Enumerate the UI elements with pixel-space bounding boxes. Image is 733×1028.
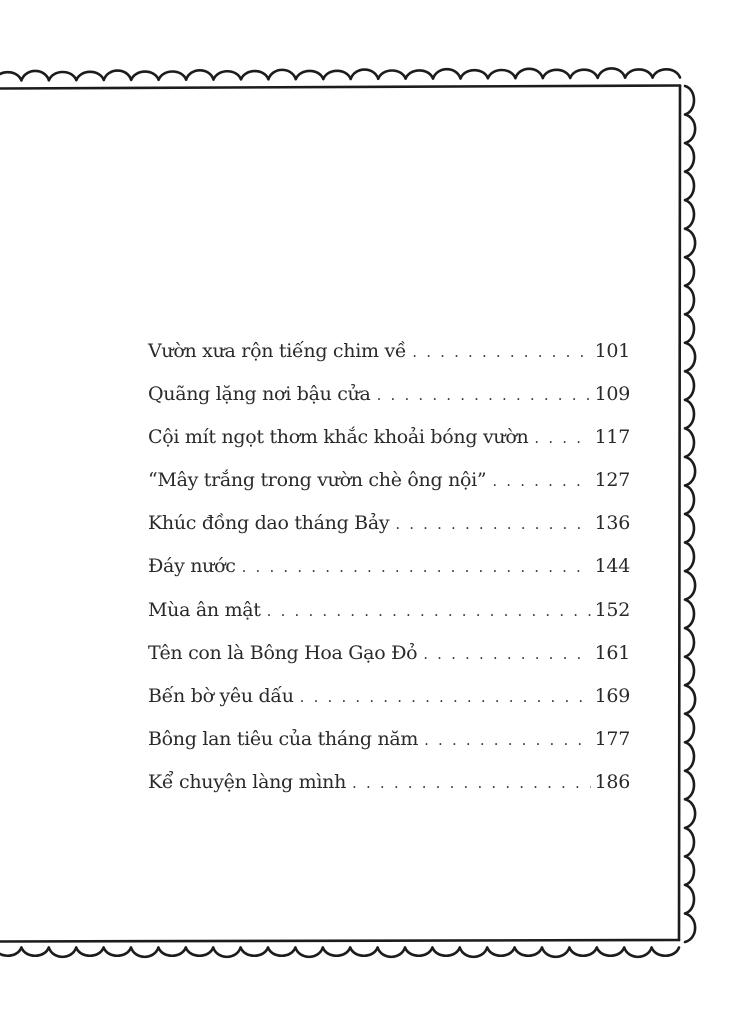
toc-entry-page: 127 (594, 469, 630, 492)
toc-entry-title: Đáy nước (148, 555, 236, 578)
frame-top-line (0, 86, 680, 89)
toc-leader-dots (492, 472, 590, 490)
toc-entry[interactable] (148, 771, 630, 814)
toc-entry[interactable] (148, 340, 630, 383)
toc-leader-dots (242, 558, 591, 576)
toc-entry-title: Bến bờ yêu dấu (148, 684, 294, 707)
toc-entry-title: Quãng lặng nơi bậu cửa (148, 383, 371, 406)
toc-entry-title: “Mây trắng trong vườn chè ông nội” (148, 469, 487, 492)
toc-entry-page: 109 (594, 383, 630, 406)
frame-right-line (679, 86, 680, 941)
toc-entry-page: 169 (594, 684, 630, 707)
toc-entry[interactable] (148, 642, 630, 685)
toc-leader-dots (412, 343, 590, 361)
frame-bottom-line (0, 940, 679, 942)
toc-entry[interactable] (148, 383, 630, 426)
toc-leader-dots (395, 515, 590, 533)
toc-entry-page: 186 (594, 770, 630, 793)
toc-entry-page: 177 (594, 727, 630, 750)
toc-entry-page: 144 (594, 555, 630, 578)
toc-entry-title: Mùa ân mật (148, 598, 261, 621)
toc-entry[interactable] (148, 426, 630, 469)
frame-top-scallops (0, 68, 680, 80)
toc-entry[interactable] (148, 469, 630, 512)
toc-leader-dots (377, 386, 591, 404)
toc-entry-page: 101 (594, 340, 630, 362)
toc-entry-page: 136 (594, 512, 630, 535)
toc-leader-dots (267, 602, 591, 620)
toc-entry-title: Khúc đồng dao tháng Bảy (148, 512, 390, 535)
toc-leader-dots (352, 774, 591, 792)
toc-leader-dots (424, 731, 591, 749)
toc-entry-title: Cội mít ngọt thơm khắc khoải bóng vườn (148, 426, 529, 449)
toc-entry[interactable] (148, 555, 630, 598)
toc-entry-title: Tên con là Bông Hoa Gạo Đỏ (148, 641, 418, 664)
toc-entry[interactable] (148, 728, 630, 771)
toc-entry[interactable] (148, 599, 630, 642)
toc-entry-page: 117 (594, 426, 630, 449)
toc-entry[interactable] (148, 685, 630, 728)
frame-bottom-scallops (0, 948, 679, 957)
toc-entry-page: 152 (594, 598, 630, 621)
table-of-contents (148, 340, 630, 814)
toc-leader-dots (300, 688, 591, 706)
toc-entry-page: 161 (594, 641, 630, 664)
toc-entry[interactable] (148, 512, 630, 555)
toc-leader-dots (423, 645, 590, 663)
frame-right-scallops (685, 86, 695, 942)
toc-leader-dots (534, 429, 590, 447)
toc-entry-title: Kể chuyện làng mình (148, 770, 347, 793)
toc-entry-title: Bông lan tiêu của tháng năm (148, 727, 419, 750)
toc-entry-title: Vườn xưa rộn tiếng chim về (148, 340, 407, 362)
